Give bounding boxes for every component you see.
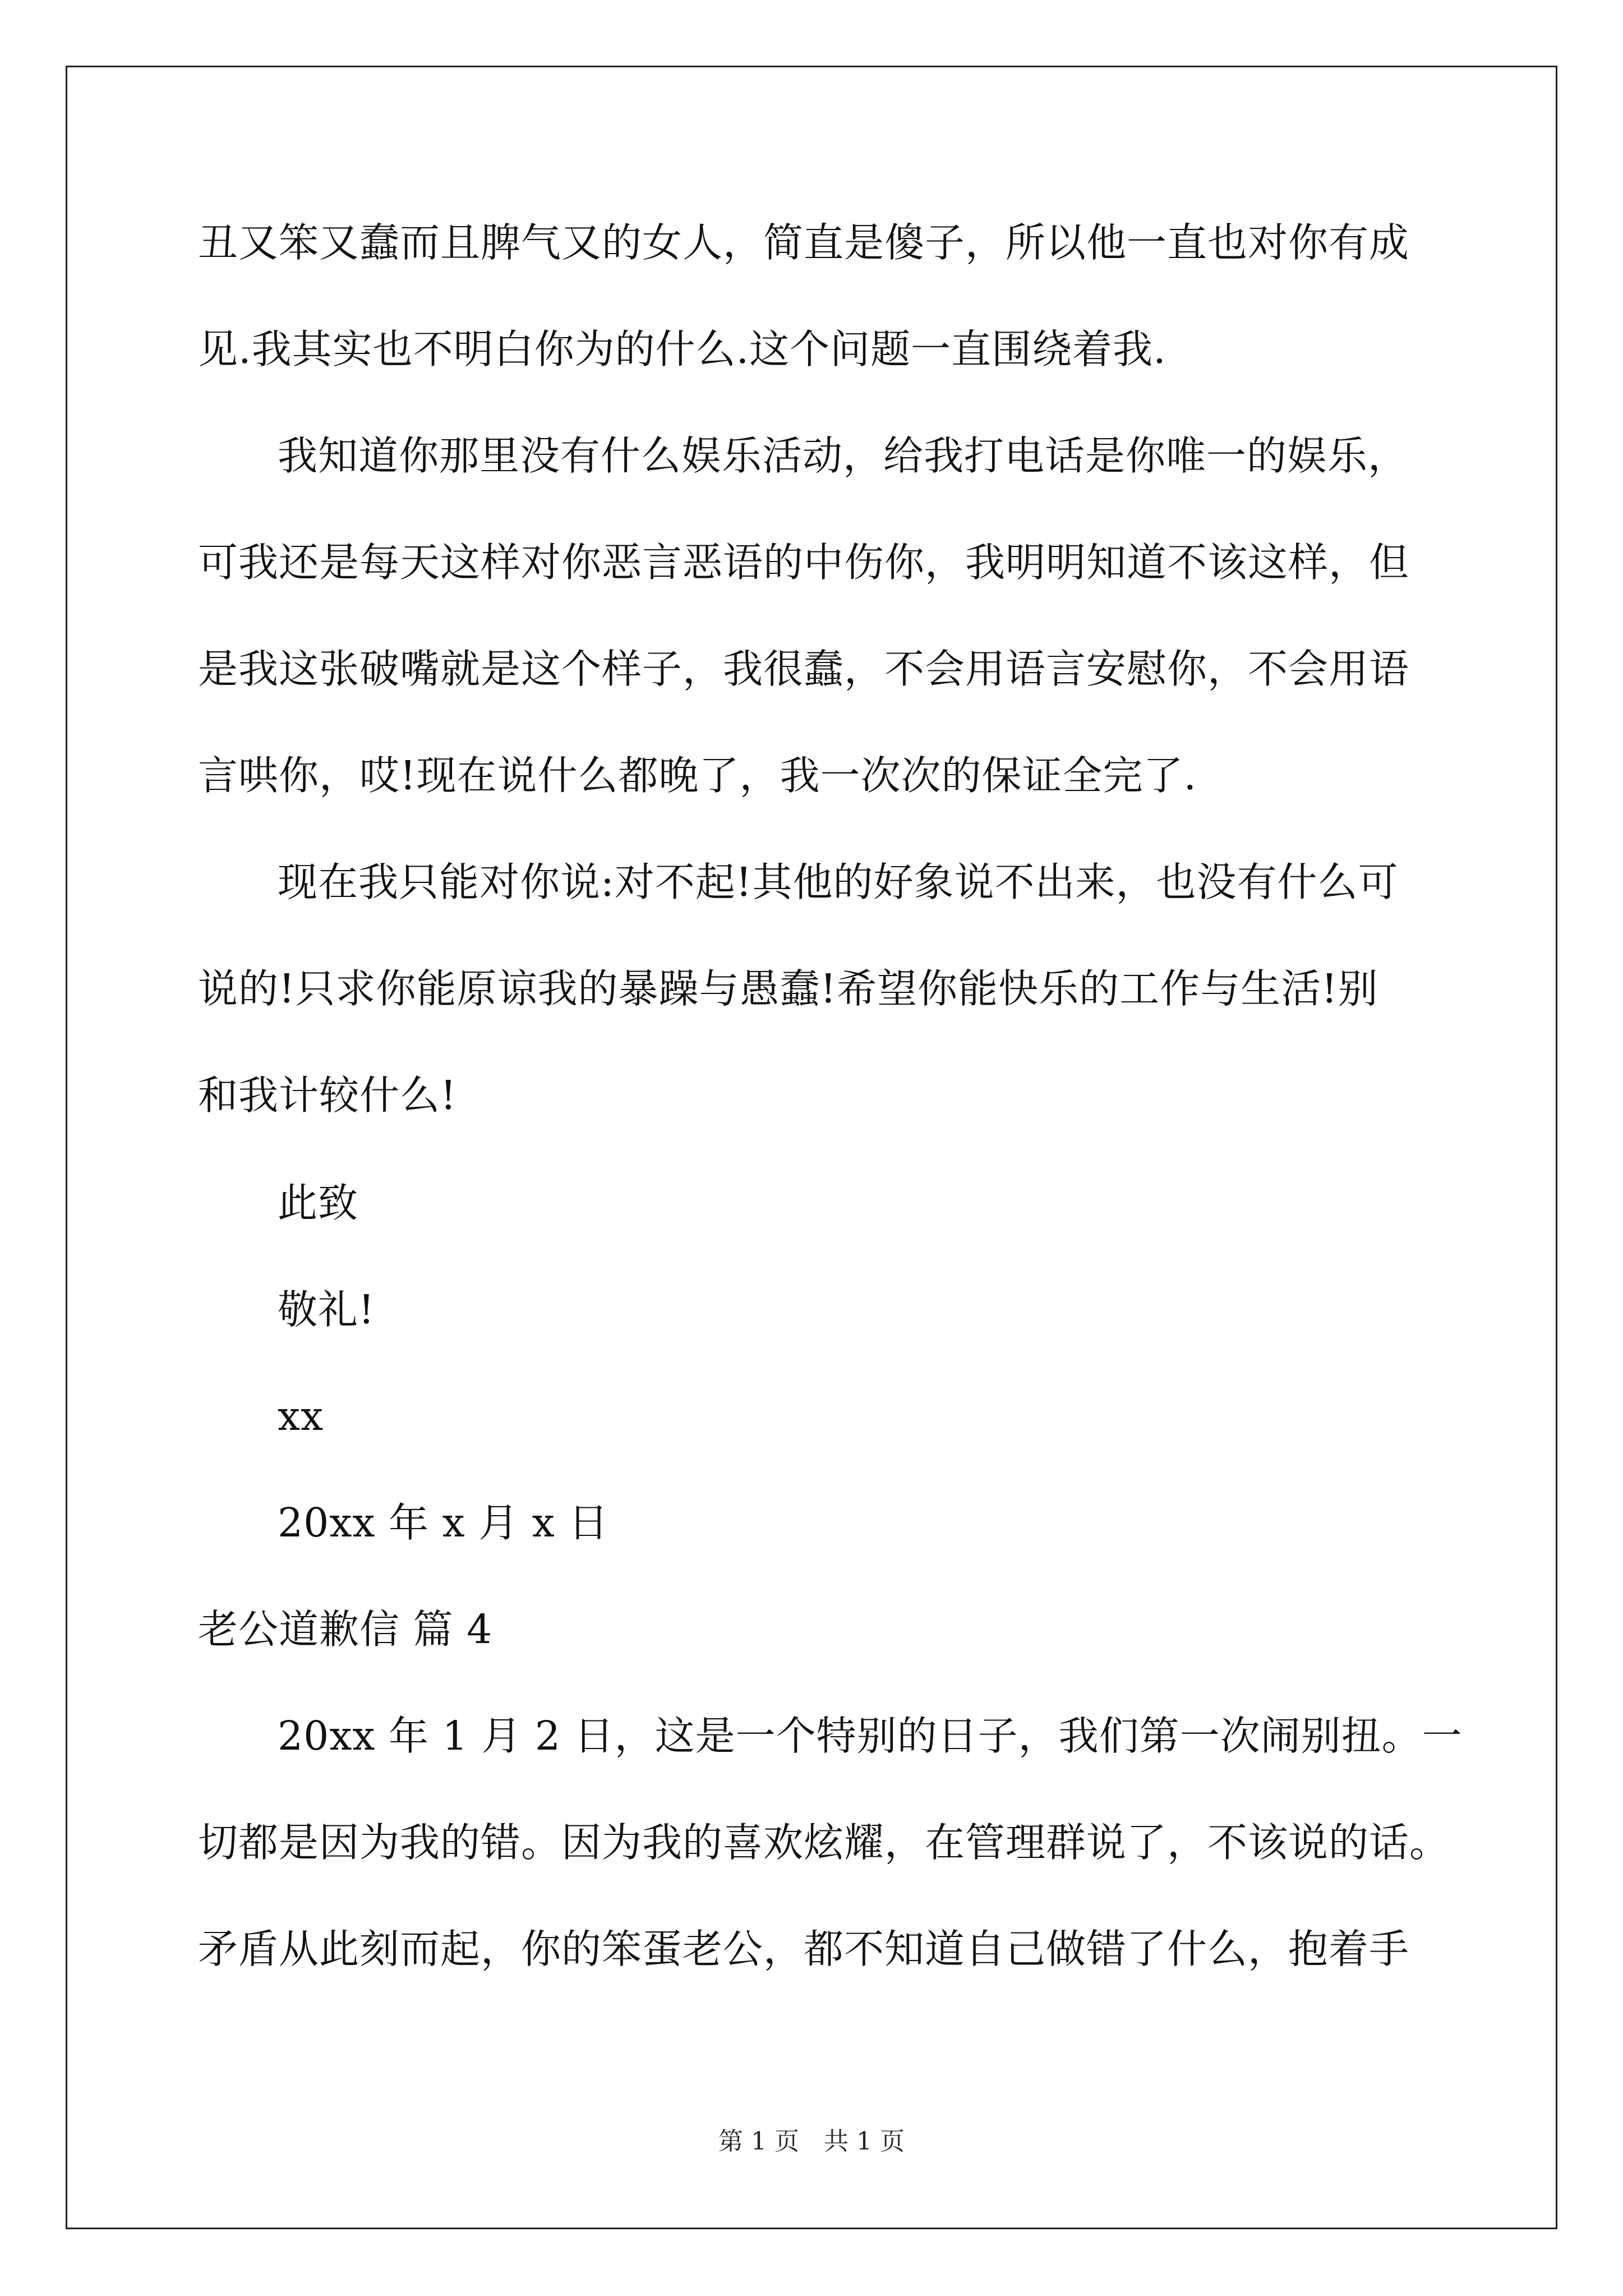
text-line: 矛盾从此刻而起，你的笨蛋老公，都不知道自己做错了什么，抱着手 <box>198 1926 1410 1972</box>
paragraph-start-line: 20xx 年 1 月 2 日，这是一个特别的日子，我们第一次闹别扭。一 <box>278 1713 1463 1759</box>
text-line: 是我这张破嘴就是这个样子，我很蠢，不会用语言安慰你，不会用语 <box>198 646 1410 692</box>
signature: xx <box>278 1393 324 1439</box>
closing-line: 此致 <box>278 1180 359 1226</box>
text-line: 说的!只求你能原谅我的暴躁与愚蠢!希望你能快乐的工作与生活!别 <box>198 965 1378 1012</box>
paragraph-start-line: 我知道你那里没有什么娱乐活动，给我打电话是你唯一的娱乐， <box>278 432 1409 479</box>
closing-salutation: 敬礼! <box>278 1286 375 1333</box>
text-line: 丑又笨又蠢而且脾气又的女人，简直是傻子，所以他一直也对你有成 <box>198 219 1410 266</box>
paragraph-start-line: 现在我只能对你说:对不起!其他的好象说不出来，也没有什么可 <box>278 859 1399 905</box>
section-heading: 老公道歉信 篇 4 <box>198 1606 493 1653</box>
text-line: 和我计较什么! <box>198 1072 457 1119</box>
date-line: 20xx 年 x 月 x 日 <box>278 1499 609 1546</box>
text-line: 可我还是每天这样对你恶言恶语的中伤你，我明明知道不该这样，但 <box>198 539 1410 586</box>
text-line: 言哄你，哎!现在说什么都晚了，我一次次的保证全完了. <box>198 752 1197 799</box>
text-line: 见.我其实也不明白你为的什么.这个问题一直围绕着我. <box>198 326 1166 372</box>
page-number: 第 1 页 共 1 页 <box>718 2127 905 2156</box>
text-line: 切都是因为我的错。因为我的喜欢炫耀，在管理群说了，不该说的话。 <box>198 1819 1450 1866</box>
page-border <box>66 66 1557 2229</box>
